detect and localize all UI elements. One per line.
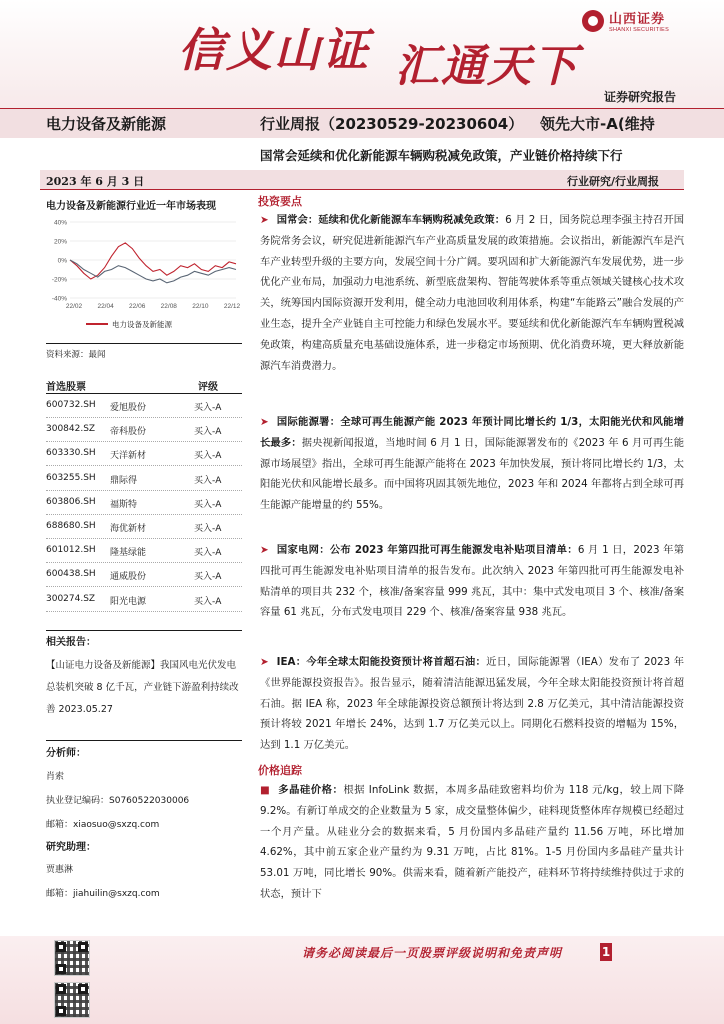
report-type: 证券研究报告 bbox=[604, 90, 677, 104]
stock-rating: 买入-A bbox=[194, 596, 222, 607]
stock-rating: 买入-A bbox=[194, 403, 222, 413]
y-tick-label: -40% bbox=[51, 295, 67, 303]
disclaimer-note: 请务必阅读最后一页股票评级说明和免责声明 bbox=[302, 946, 563, 960]
logo-mark-icon bbox=[582, 10, 604, 32]
stock-row bbox=[46, 515, 242, 539]
stock-code: 603806.SH bbox=[46, 496, 96, 507]
stock-code: 600438.SH bbox=[46, 569, 96, 580]
paragraph-iea-solar: ➤ IEA：今年全球太阳能投资预计将首超石油：近日，国际能源署（IEA）发布了 2023 年《世界能源投资报告》。报告显示，随着清洁能源迅猛发展，今年全球太阳能投资预计将首超石油。据 IEA 称，2023 年全球能源投资总额预计将达到 2.8 万亿美元，其中清洁能源投资预计将较 2021 年增长 24%，达到 1.7 万亿美元以上。同期化石燃料投资的增幅为 15%，达到 1.1 万亿美元。 bbox=[260, 656, 684, 752]
analyst-divider bbox=[46, 740, 242, 741]
arrow-bullet-icon: ➤ bbox=[260, 214, 269, 226]
y-tick-label: -20% bbox=[51, 276, 67, 284]
x-tick-label: 22/06 bbox=[129, 303, 146, 310]
stock-name: 帝科股份 bbox=[110, 427, 147, 438]
stock-rating: 买入-A bbox=[194, 572, 222, 583]
stock-row bbox=[46, 442, 242, 466]
x-tick-label: 22/10 bbox=[192, 303, 209, 310]
stock-name: 阳光电源 bbox=[110, 596, 147, 607]
logo-en: SHANXI SECURITIES bbox=[609, 27, 670, 33]
stock-header-name: 首选股票 bbox=[46, 382, 86, 393]
assistant-name: 贾惠淋 bbox=[46, 865, 74, 875]
paragraph-iea-renewables: ➤ 国际能源署：全球可再生能源产能 2023 年预计同比增长约 1/3，太阳能光伏和风能增长最多：据央视新闻报道，当地时间 6 月 1 日，国际能源署发布的《2023 年 6 月可再生能源市场展望》指出，全球可再生能源产能将在 2023 年加快发展，预计将同比增长约 1/3，太阳能光伏和风能增长最多。而中国将巩固其领先地位，2023 年和 2024 年都将占到全球可再生能源产能增量的约 55%。 bbox=[260, 416, 684, 512]
source-divider bbox=[46, 343, 242, 344]
x-tick-label: 22/04 bbox=[97, 303, 114, 310]
related-divider bbox=[46, 630, 242, 631]
qr-code-secondary-icon bbox=[54, 982, 90, 1018]
stock-code: 603330.SH bbox=[46, 448, 96, 459]
headline: 国常会延续和优化新能源车辆购税减免政策，产业链价格持续下行 bbox=[260, 148, 623, 163]
stock-code: 300274.SZ bbox=[46, 593, 96, 604]
analyst-name: 肖索 bbox=[46, 772, 65, 782]
weekly-title: 行业周报（20230529-20230604） bbox=[260, 115, 524, 133]
x-tick-label: 22/02 bbox=[65, 303, 83, 310]
related-report-link[interactable]: 【山证电力设备及新能源】我国风电光伏发电总装机突破 8 亿千瓦，产业链下游盈利持续改善 2023.05.27 bbox=[46, 660, 239, 715]
analyst-email[interactable]: 邮箱：xiaosuo@sxzq.com bbox=[46, 820, 160, 830]
price-tracking-heading: 价格追踪 bbox=[258, 764, 302, 777]
stock-rating: 买入-A bbox=[194, 548, 222, 559]
assistant-email[interactable]: 邮箱：jiahuilin@sxzq.com bbox=[46, 889, 160, 899]
rating-title: 领先大市-A(维持 bbox=[540, 115, 655, 133]
stock-row bbox=[46, 539, 242, 563]
arrow-bullet-icon: ➤ bbox=[260, 416, 269, 428]
assistant-label: 研究助理： bbox=[46, 842, 96, 853]
stock-row bbox=[46, 394, 242, 418]
x-tick-label: 22/08 bbox=[160, 303, 177, 310]
report-date: 2023 年 6 月 3 日 bbox=[46, 175, 145, 188]
arrow-bullet-icon: ➤ bbox=[260, 544, 269, 556]
stock-header-rating: 评级 bbox=[198, 382, 218, 393]
stock-name: 隆基绿能 bbox=[110, 548, 147, 559]
stock-rating: 买入-A bbox=[194, 499, 222, 510]
invest-points-heading: 投资要点 bbox=[258, 195, 302, 208]
performance-chart bbox=[46, 214, 242, 336]
x-tick-label: 22/12 bbox=[223, 303, 241, 310]
page-number: 1 bbox=[601, 945, 611, 959]
analyst-label: 分析师： bbox=[46, 748, 86, 759]
stock-code: 688680.SH bbox=[46, 521, 96, 531]
chart-title: 电力设备及新能源行业近一年市场表现 bbox=[46, 201, 216, 212]
stock-name: 天洋新材 bbox=[110, 451, 147, 462]
related-label: 相关报告： bbox=[46, 637, 96, 648]
analyst-cert: 执业登记编码：S0760522030006 bbox=[46, 796, 190, 806]
stock-rating: 买入-A bbox=[194, 427, 222, 438]
stock-name: 海优新材 bbox=[110, 524, 147, 534]
report-category: 行业研究/行业周报 bbox=[567, 175, 660, 188]
paragraph-state-grid: ➤ 国家电网：公布 2023 年第四批可再生能源发电补贴项目清单：6 月 1 日，2023 年第四批可再生能源发电补贴项目清单的报告发布。此次纳入 2023 年第四批可再生能源发电补贴清单的项目共 232 个，核准/备案容量 999 兆瓦，其中：集中式发电项目 3 个、核准/备案容量 61 兆瓦，分布式发电项目 229 个、核准/备案容量 938 兆瓦。 bbox=[260, 544, 684, 619]
stock-code: 600732.SH bbox=[46, 400, 96, 410]
legend-label: 电力设备及新能源 bbox=[112, 320, 172, 329]
stock-code: 601012.SH bbox=[46, 545, 96, 556]
stock-rating: 买入-A bbox=[194, 524, 222, 534]
slogan-part1: 信义山证 bbox=[178, 23, 370, 77]
stock-name: 通威股份 bbox=[110, 572, 147, 583]
stock-row bbox=[46, 418, 242, 442]
chart-source: 资料来源：最闻 bbox=[46, 350, 106, 360]
stock-row bbox=[46, 588, 242, 612]
stock-row bbox=[46, 563, 242, 587]
stock-code: 300842.SZ bbox=[46, 424, 96, 435]
square-bullet-icon: ■ bbox=[260, 784, 271, 796]
y-tick-label: 40% bbox=[53, 219, 67, 227]
y-tick-label: 20% bbox=[53, 238, 67, 246]
stock-row bbox=[46, 467, 242, 491]
paragraph-state-council: ➤ 国常会：延续和优化新能源车车辆购税减免政策：6 月 2 日，国务院总理李强主持召开国务院常务会议，研究促进新能源汽车产业高质量发展的政策措施。会议指出，新能源汽车是汽车产业转型升级的主要方向，发展空间十分广阔。要巩固和扩大新能源汽车发展优势，进一步优化产业布局，加强动力电池系统、新型底盘架构、智能驾驶体系等重点领域关键核心技术攻关，统筹国内国际资源开发利用，健全动力电池回收利用体系，构建“车能路云”融合发展的产业生态，提升全产业链自主可控能力和绿色发展水平。要延续和优化新能源汽车车辆购置税减免政策，构建高质量充电基础设施体系，进一步稳定市场预期、优化消费环境，更大释放新能源汽车消费潜力。 bbox=[260, 214, 684, 372]
stock-code: 603255.SH bbox=[46, 472, 96, 483]
stock-table-header bbox=[46, 374, 242, 394]
stock-name: 鼎际得 bbox=[110, 475, 138, 486]
company-logo bbox=[582, 8, 669, 33]
qr-code-icon bbox=[54, 940, 90, 976]
paragraph-polysilicon: ■ 多晶硅价格：根据 InfoLink 数据，本周多晶硅致密料均价为 118 元/kg，较上周下降 9.2%。有新订单成交的企业数量为 5 家，成交量整体偏少，硅料现货整体库存规模已经超过一个月产量。从硅业分会的数据来看，5 月份国内多晶硅产量约 11.56 万吨，环比增加 4.62%，其中前五家企业产量约为 9.31 万吨，占比 81%。1-5 月份国内多晶硅产量共计 53.01 万吨，同比增长 90%。供需来看，随着新产能投产，硅料环节将持续维持供过于求的状态，预计下 bbox=[260, 784, 685, 900]
arrow-bullet-icon: ➤ bbox=[260, 656, 269, 668]
y-tick-label: 0% bbox=[57, 257, 67, 265]
stock-rating: 买入-A bbox=[194, 451, 222, 462]
sector-name: 电力设备及新能源 bbox=[46, 115, 167, 133]
stock-name: 福斯特 bbox=[110, 499, 138, 510]
stock-row bbox=[46, 491, 242, 515]
logo-cn: 山西证券 bbox=[609, 12, 666, 27]
slogan-part2: 汇通天下 bbox=[395, 41, 579, 92]
stock-name: 爱旭股份 bbox=[110, 403, 147, 413]
stock-rating: 买入-A bbox=[194, 475, 222, 486]
